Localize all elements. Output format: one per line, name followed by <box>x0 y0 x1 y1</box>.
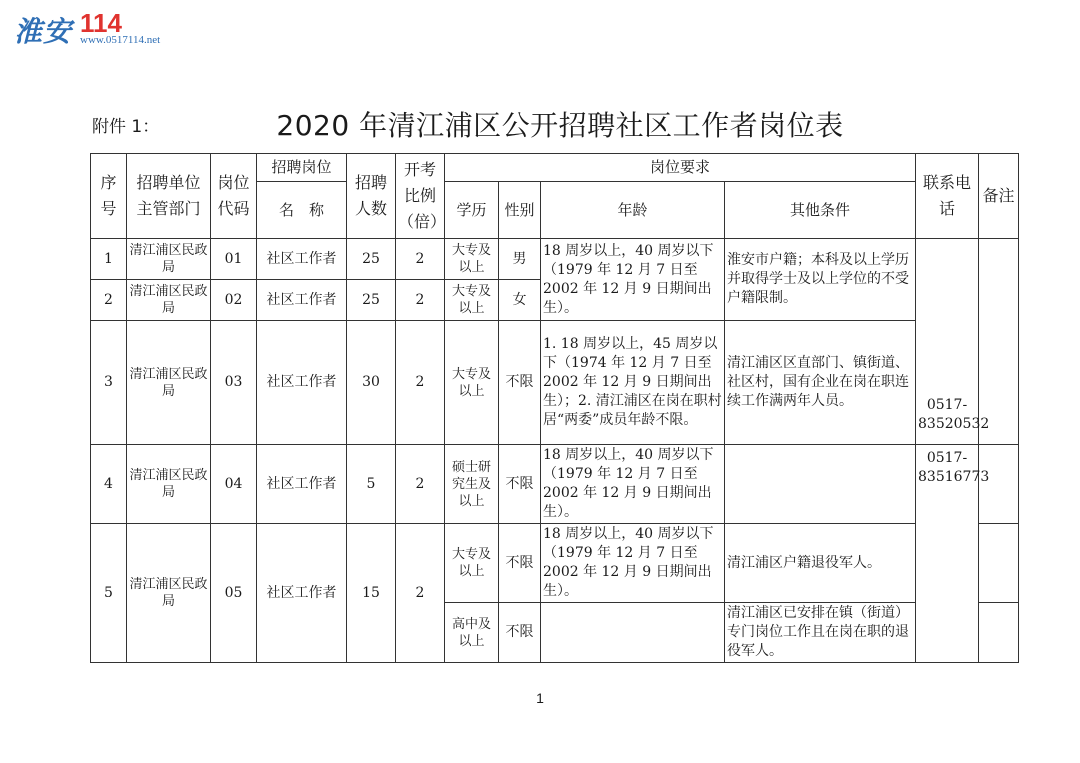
cell-gender: 女 <box>499 280 541 321</box>
cell-other-shared: 淮安市户籍；本科及以上学历并取得学士及以上学位的不受户籍限制。 <box>725 239 916 321</box>
positions-table <box>90 153 1019 663</box>
cell-count: 5 <box>347 445 396 524</box>
cell-gender: 不限 <box>499 524 541 603</box>
cell-post: 社区工作者 <box>257 280 347 321</box>
cell-age: 1. 18 周岁以上，45 周岁以下（1974 年 12 月 7 日至 2002 年 12 月 9 日期间出生）；2. 清江浦区在岗在职村居“两委”成员年龄不限。 <box>541 321 725 445</box>
watermark-brand-chars: 淮安 <box>14 15 73 48</box>
header-seq: 序号 <box>91 154 127 239</box>
table-row <box>91 239 1019 280</box>
cell-code: 04 <box>211 445 257 524</box>
cell-education: 大专及以上 <box>445 239 499 280</box>
cell-seq: 4 <box>91 445 127 524</box>
cell-count: 30 <box>347 321 396 445</box>
cell-unit: 清江浦区民政局 <box>127 445 211 524</box>
table-row <box>91 445 1019 524</box>
cell-post: 社区工作者 <box>257 321 347 445</box>
cell-seq: 3 <box>91 321 127 445</box>
cell-ratio: 2 <box>396 280 445 321</box>
table-row <box>91 321 1019 445</box>
header-post-group: 招聘岗位 <box>257 154 347 182</box>
cell-code: 01 <box>211 239 257 280</box>
cell-count: 25 <box>347 239 396 280</box>
cell-unit: 清江浦区民政局 <box>127 239 211 280</box>
cell-code: 05 <box>211 524 257 663</box>
table-row <box>91 524 1019 603</box>
cell-age <box>541 603 725 663</box>
cell-gender: 不限 <box>499 603 541 663</box>
cell-age: 18 周岁以上，40 周岁以下（1979 年 12 月 7 日至 2002 年 12 月 9 日期间出生）。 <box>541 445 725 524</box>
cell-education: 大专及以上 <box>445 524 499 603</box>
header-phone: 联系电话 <box>916 154 979 239</box>
header-age: 年龄 <box>541 182 725 239</box>
header-education: 学历 <box>445 182 499 239</box>
header-gender: 性别 <box>499 182 541 239</box>
page-number: 1 <box>536 690 544 706</box>
watermark-brand-number: 114 <box>80 8 122 38</box>
cell-gender: 不限 <box>499 445 541 524</box>
cell-phone-1: 0517-83520532 <box>916 239 979 445</box>
attachment-label: 附件 1： <box>92 117 160 137</box>
header-count: 招聘人数 <box>347 154 396 239</box>
cell-other: 清江浦区户籍退役军人。 <box>725 524 916 603</box>
cell-other: 清江浦区已安排在镇（街道）专门岗位工作且在岗在职的退役军人。 <box>725 603 916 663</box>
header-row-1 <box>91 154 1019 182</box>
cell-code: 02 <box>211 280 257 321</box>
cell-unit: 清江浦区民政局 <box>127 321 211 445</box>
cell-post: 社区工作者 <box>257 445 347 524</box>
cell-seq: 1 <box>91 239 127 280</box>
cell-count: 15 <box>347 524 396 663</box>
cell-education: 高中及以上 <box>445 603 499 663</box>
cell-education: 硕士研究生及以上 <box>445 445 499 524</box>
cell-ratio: 2 <box>396 524 445 663</box>
cell-unit: 清江浦区民政局 <box>127 524 211 663</box>
cell-education: 大专及以上 <box>445 321 499 445</box>
cell-seq: 5 <box>91 524 127 663</box>
cell-unit: 清江浦区民政局 <box>127 280 211 321</box>
header-unit: 招聘单位主管部门 <box>127 154 211 239</box>
cell-age: 18 周岁以上，40 周岁以下（1979 年 12 月 7 日至 2002 年 12 月 9 日期间出生）。 <box>541 524 725 603</box>
cell-code: 03 <box>211 321 257 445</box>
cell-phone-2: 0517-83516773 <box>916 445 979 663</box>
cell-post: 社区工作者 <box>257 524 347 663</box>
cell-ratio: 2 <box>396 445 445 524</box>
header-code: 岗位代码 <box>211 154 257 239</box>
cell-age-shared: 18 周岁以上，40 周岁以下（1979 年 12 月 7 日至 2002 年 12 月 9 日期间出生）。 <box>541 239 725 321</box>
watermark-url: www.0517114.net <box>80 34 161 46</box>
header-remark: 备注 <box>979 154 1019 239</box>
header-other: 其他条件 <box>725 182 916 239</box>
header-ratio: 开考比例（倍） <box>396 154 445 239</box>
watermark-logo <box>14 8 194 48</box>
cell-remark <box>979 524 1019 603</box>
cell-remark <box>979 239 1019 445</box>
cell-count: 25 <box>347 280 396 321</box>
cell-education: 大专及以上 <box>445 280 499 321</box>
cell-other: 清江浦区区直部门、镇街道、社区村，国有企业在岗在职连续工作满两年人员。 <box>725 321 916 445</box>
header-post-name: 名 称 <box>257 182 347 239</box>
cell-gender: 男 <box>499 239 541 280</box>
page-title: 2020 年清江浦区公开招聘社区工作者岗位表 <box>276 109 844 142</box>
cell-seq: 2 <box>91 280 127 321</box>
cell-post: 社区工作者 <box>257 239 347 280</box>
cell-remark <box>979 603 1019 663</box>
cell-other <box>725 445 916 524</box>
cell-gender: 不限 <box>499 321 541 445</box>
cell-ratio: 2 <box>396 239 445 280</box>
header-requirements-group: 岗位要求 <box>445 154 916 182</box>
cell-ratio: 2 <box>396 321 445 445</box>
